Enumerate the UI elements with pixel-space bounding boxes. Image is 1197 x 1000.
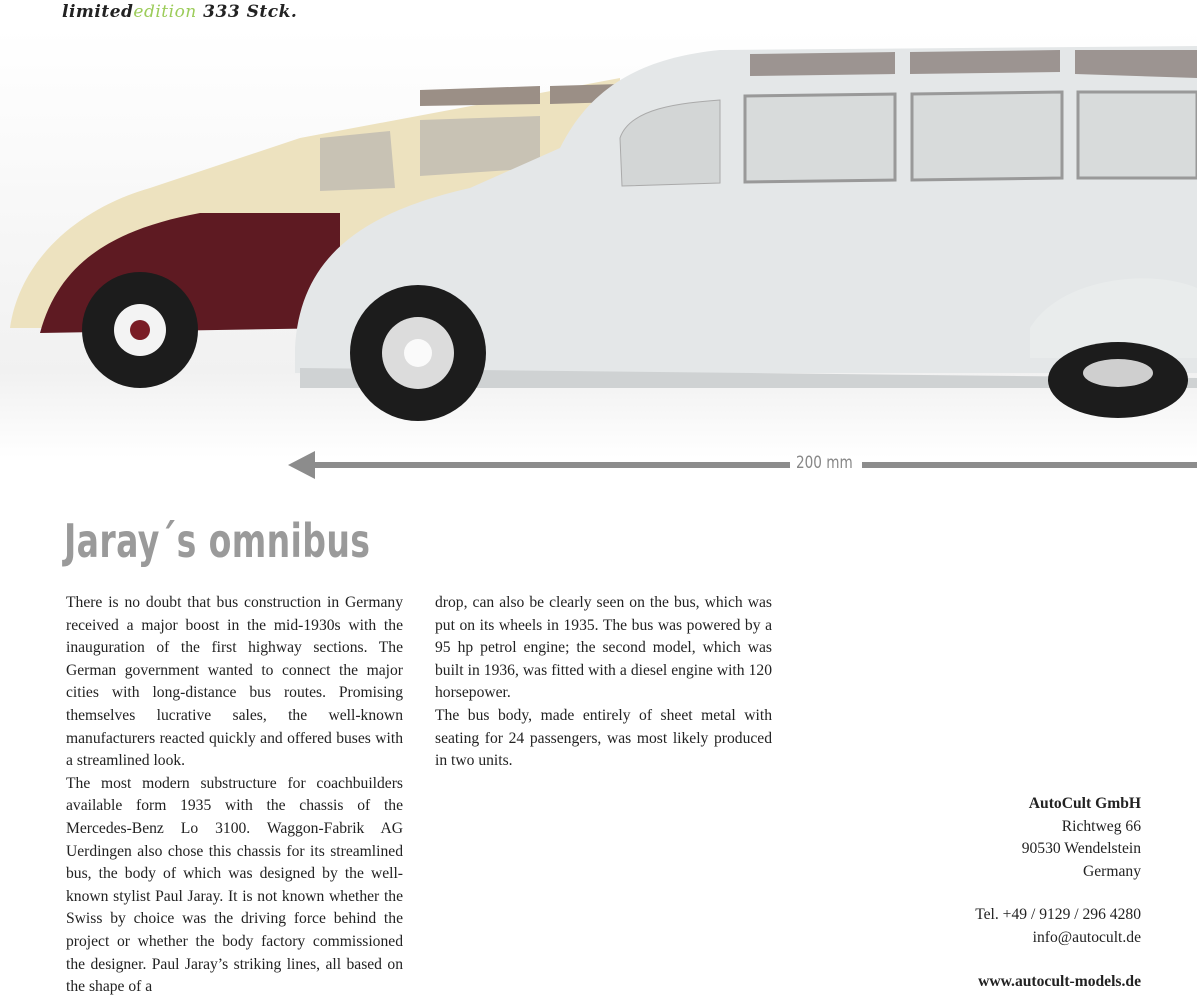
- brand-edition: edition: [133, 2, 197, 22]
- article-column-2: [435, 592, 772, 773]
- street: Richtweg 66: [1061, 817, 1141, 835]
- paragraph: The most modern substructure for coachbuilders available form 1935 with the chassis of the Mercedes-Benz Lo 3100. Waggon-Fabrik AG Uerdingen also chose this chassis for its streamlined bus, the body of which was designed by the well-known stylist Paul Jaray. It is not known whether the Swiss by choice was the driving force behind the project or whether the body factory commissioned the designer. Paul Jaray’s striking lines, all based on the shape of a: [66, 774, 403, 996]
- article-title: Jaray´s omnibus: [64, 514, 371, 568]
- email-link[interactable]: info@autocult.de: [1032, 928, 1141, 946]
- brand-prefix: limited: [62, 2, 134, 22]
- telephone: Tel. +49 / 9129 / 296 4280: [975, 906, 1141, 924]
- brand-suffix: 333 Stck.: [196, 2, 298, 22]
- limited-edition-logo: [62, 2, 297, 22]
- country: Germany: [1082, 862, 1141, 880]
- paragraph: drop, can also be clearly seen on the bus, which was put on its wheels in 1935. The bus was powered by a 95 hp petrol engine; the second model, which was built in 1936, was fitted with a diesel engine with 120 horsepower.: [435, 594, 772, 702]
- article-column-1: [66, 592, 403, 999]
- paragraph: The bus body, made entirely of sheet metal with seating for 24 passengers, was most likely produced in two units.: [435, 706, 772, 770]
- city: 90530 Wendelstein: [1021, 840, 1141, 858]
- company-address: [975, 793, 1141, 993]
- bus-models-photo: [0, 28, 1197, 458]
- length-label: 200 mm: [796, 453, 853, 473]
- length-arrow: [0, 445, 1197, 485]
- website-link[interactable]: www.autocult-models.de: [978, 972, 1141, 990]
- company-name: AutoCult GmbH: [1028, 795, 1141, 812]
- paragraph: There is no doubt that bus construction in Germany received a major boost in the mid-1930s with the inauguration of the first highway sections. The German government wanted to connect the major cities with long-distance bus routes. Promising themselves lucrative sales, the well-known manufacturers reacted quickly and offered buses with a streamlined look.: [66, 594, 403, 770]
